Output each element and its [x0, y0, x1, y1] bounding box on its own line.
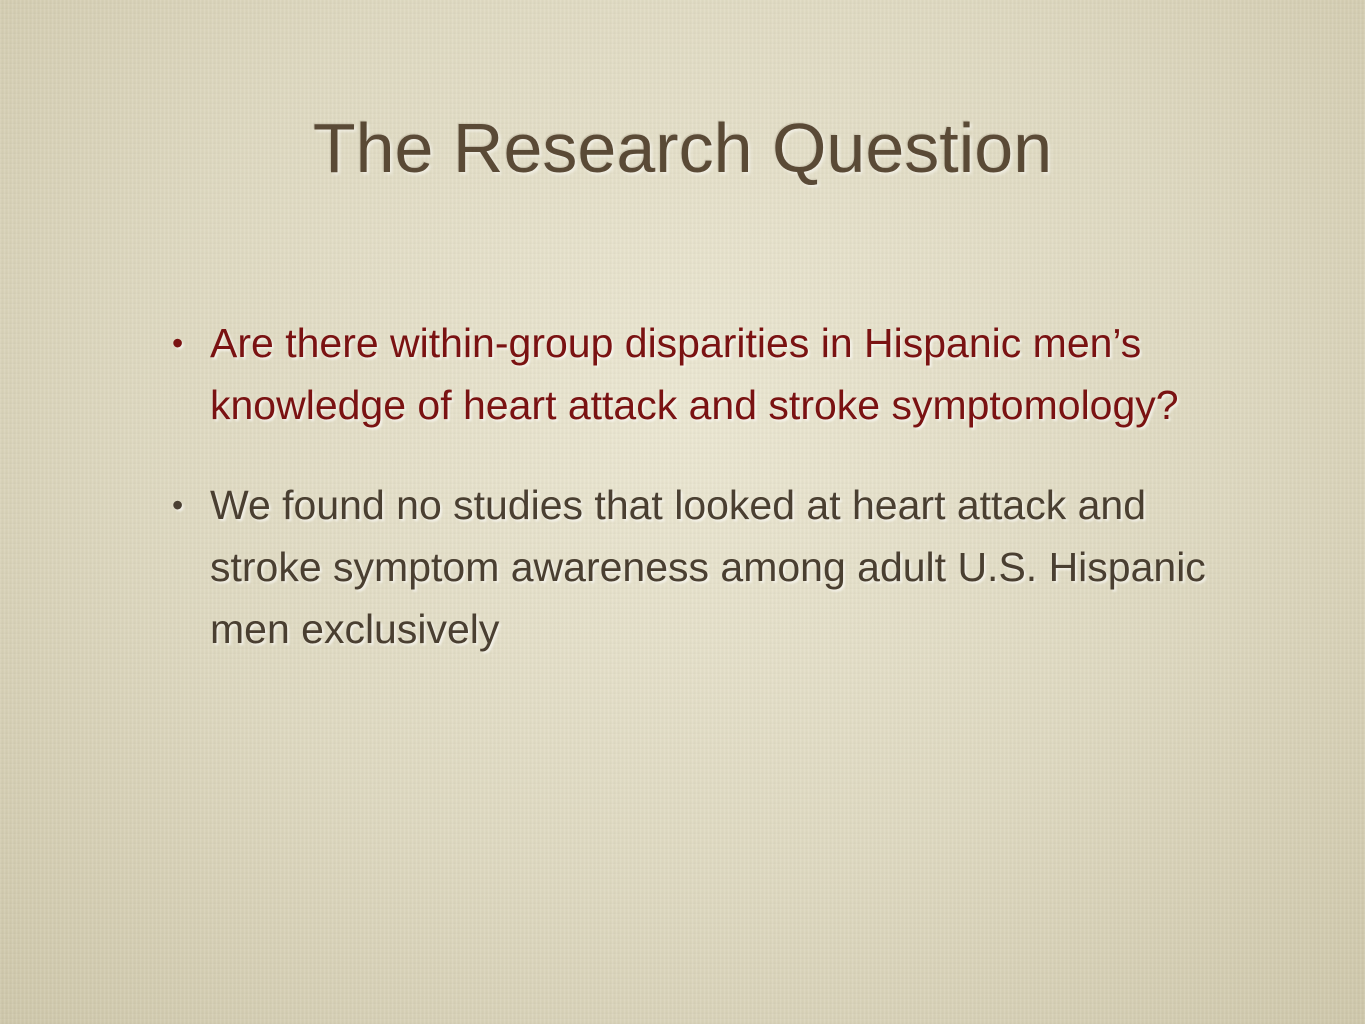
slide-title: The Research Question: [312, 109, 1053, 187]
bullet-list: [172, 312, 1252, 660]
bullet-item-finding: [172, 474, 1252, 660]
bullet-item-research-question: [172, 312, 1252, 436]
bullet-icon: •: [172, 487, 184, 523]
bullet-icon: •: [172, 325, 184, 361]
bullet-text: Are there within-group disparities in Hispanic men’s knowledge of heart attack and stroke symptomology?: [210, 320, 1179, 428]
bullet-text: We found no studies that looked at heart attack and stroke symptom awareness among adult U.S. Hispanic men exclusively: [210, 482, 1206, 652]
